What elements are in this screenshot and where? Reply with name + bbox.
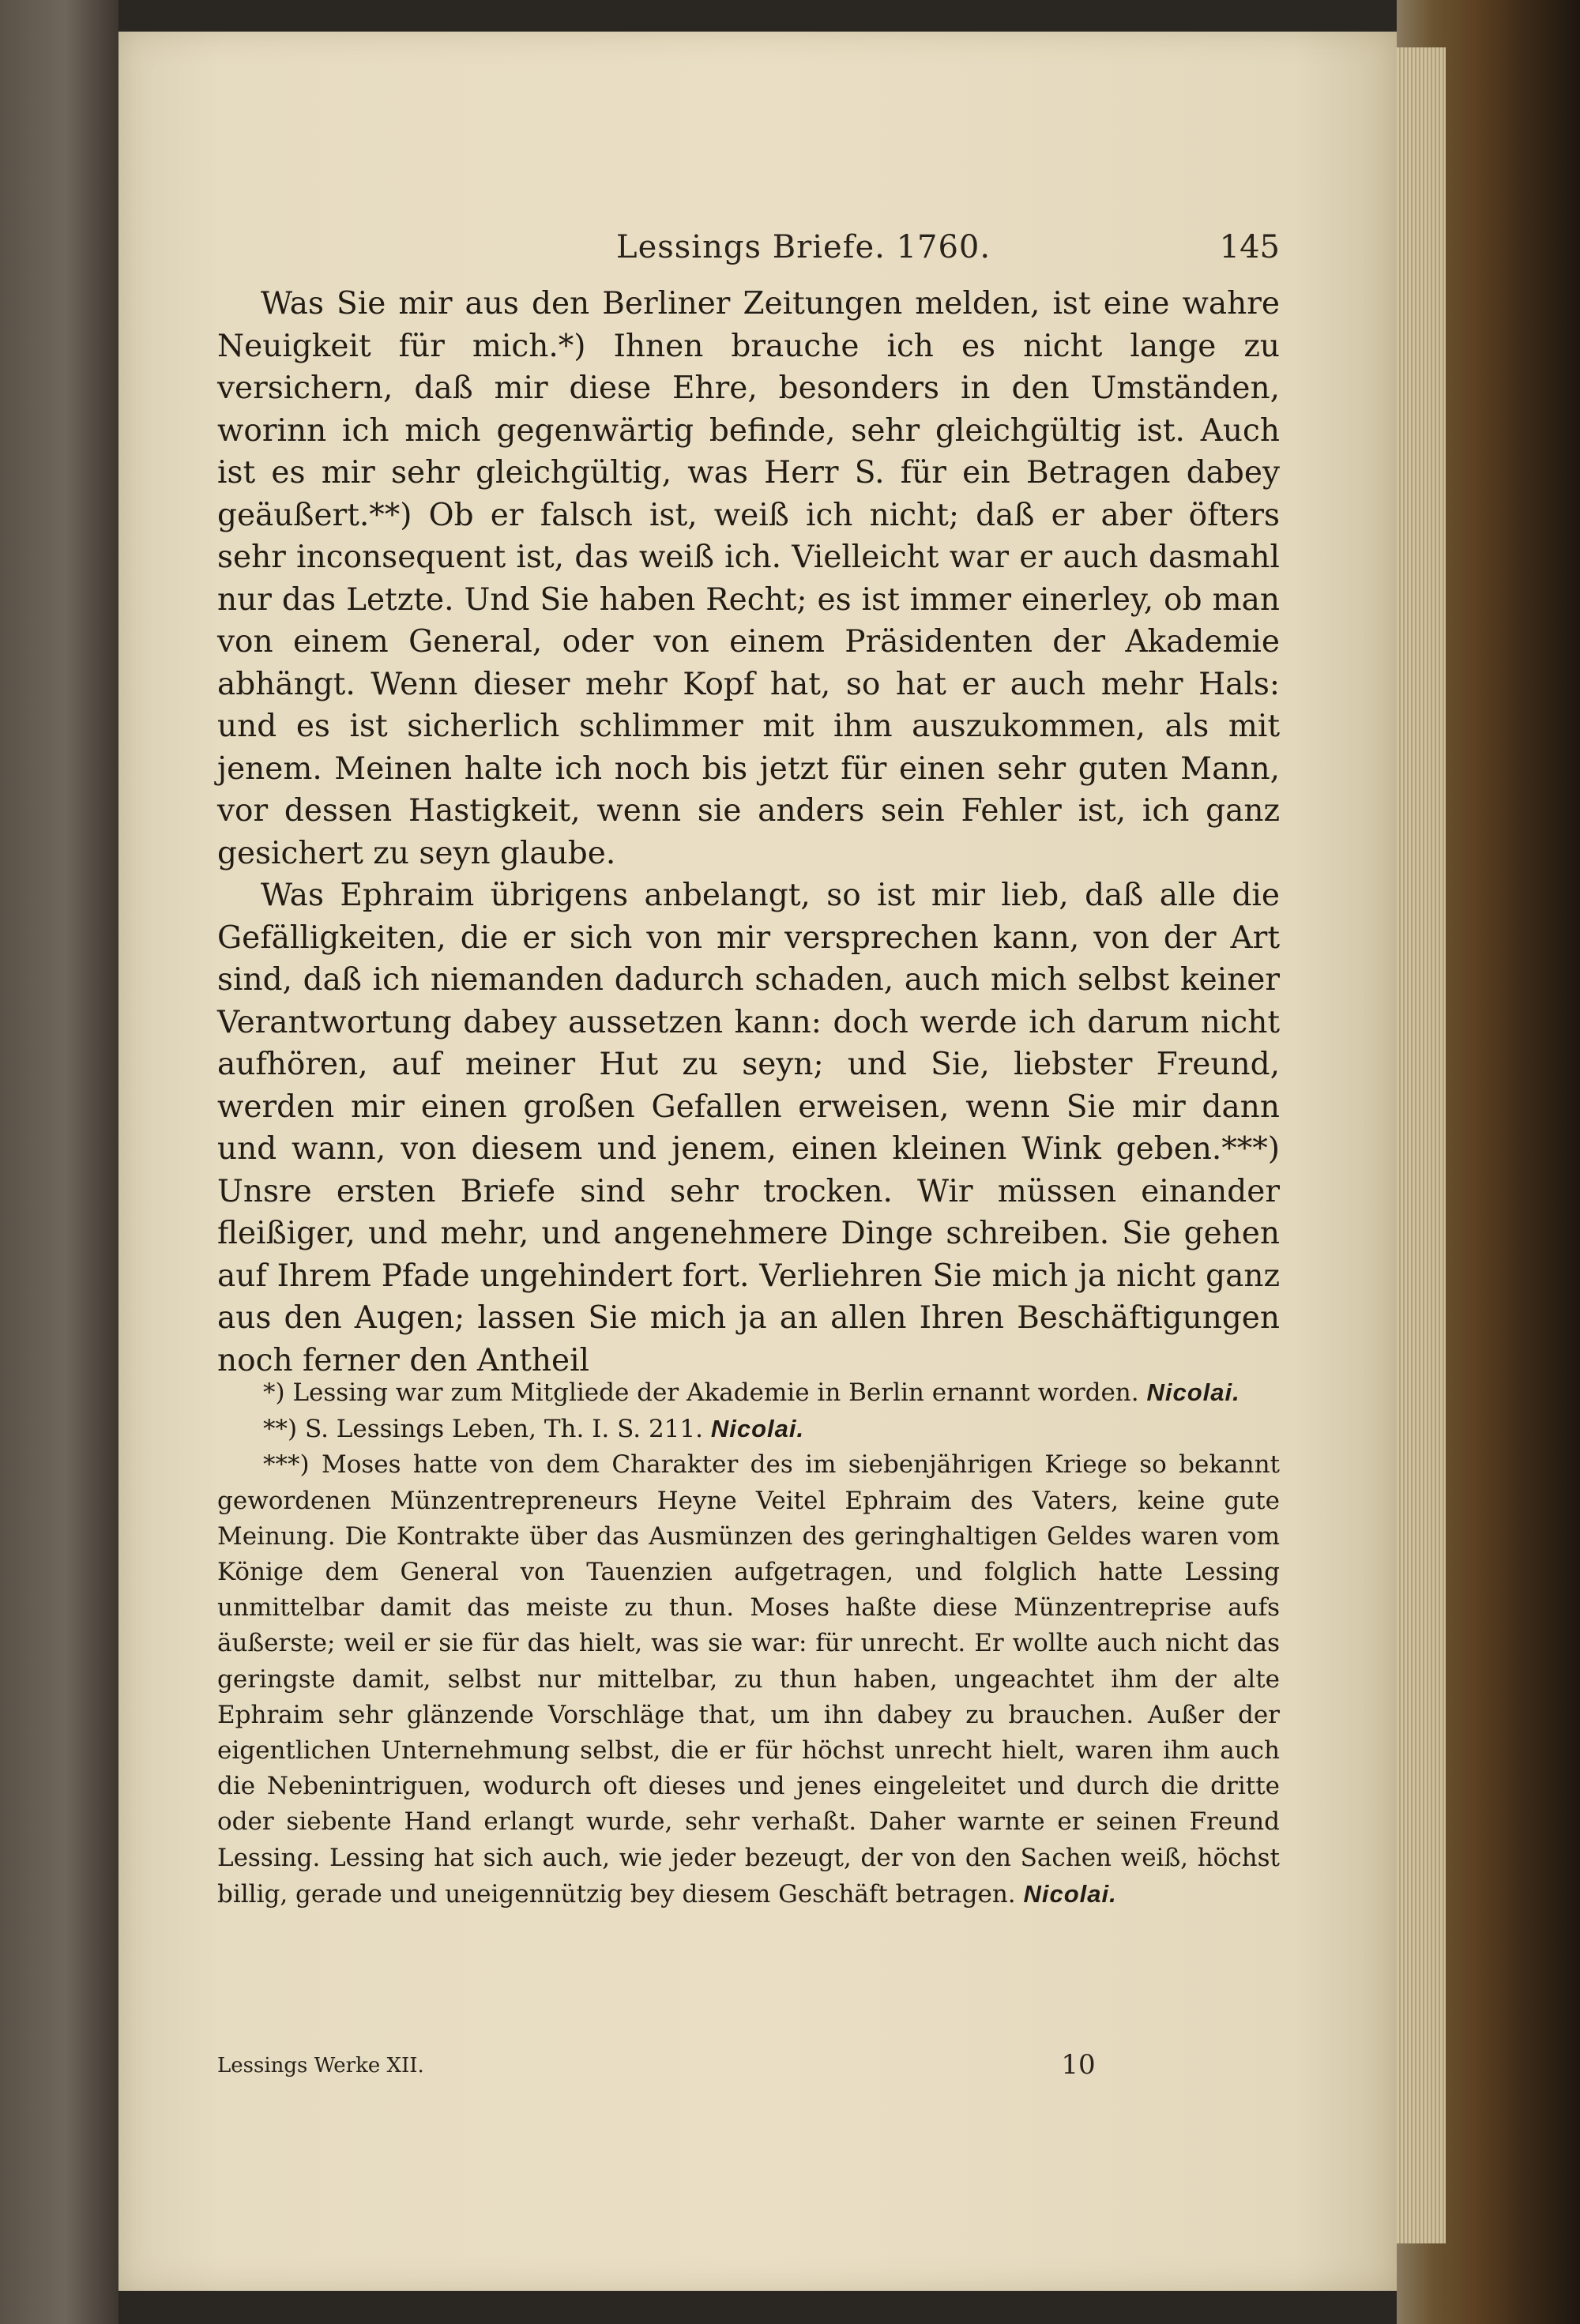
footnote-signature: Nicolai.: [710, 1415, 805, 1443]
running-header: [221, 229, 1280, 276]
footnote-signature: Nicolai.: [1023, 1879, 1117, 1908]
signature-mark: Lessings Werke XII.: [217, 2054, 424, 2078]
paragraph: Was Ephraim übrigens anbelangt, so ist mir lieb, daß alle die Gefälligkeiten, die er sich von mir versprechen kann, von der Art sind, daß ich niemanden dadurch schaden, auch mich selbst keiner Verantwortung dabey aussetzen kann: doch werde ich darum nicht aufhören, auf meiner Hut zu seyn; und Sie, liebster Freund, werden mir einen großen Gefallen erweisen, wenn Sie mir dann und wann, von diesem und jenem, einen kleinen Wink geben.***) Unsre ersten Briefe sind sehr trocken. Wir müssen einander fleißiger, und mehr, und angenehmere Dinge schreiben. Sie gehen auf Ihrem Pfade ungehindert fort. Verliehren Sie mich ja nicht ganz aus den Augen; lassen Sie mich ja an allen Ihren Beschäftigungen noch ferner den Antheil: [217, 878, 1280, 1378]
paragraph: Was Sie mir aus den Berliner Zeitungen melden, ist eine wahre Neuigkeit für mich.*) Ihnen brauche ich es nicht lange zu versichern, daß mir diese Ehre, besonders in den Umständen, worinn ich mich gegenwärtig befinde, sehr gleichgültig ist. Auch ist es mir sehr gleichgültig, was Herr S. für ein Betragen dabey geäußert.**) Ob er falsch ist, weiß ich nicht; daß er aber öfters sehr inconsequent ist, das weiß ich. Vielleicht war er auch dasmahl nur das Letzte. Und Sie haben Recht; es ist immer einerley, ob man von einem General, oder von einem Präsidenten der Akademie abhängt. Wenn dieser mehr Kopf hat, so hat er auch mehr Hals: und es ist sicherlich schlimmer mit ihm auszukommen, als mit jenem. Meinen halte ich noch bis jetzt für einen sehr guten Mann, vor dessen Hastigkeit, wenn sie anders sein Fehler ist, ich ganz gesichert zu seyn glaube.: [217, 286, 1280, 871]
sheet-number: 10: [1061, 2049, 1096, 2081]
footnote: [217, 1411, 1280, 1447]
page-number: 145: [1219, 229, 1280, 265]
page-stack-edge: [1397, 47, 1446, 2243]
footnote: [217, 1374, 1280, 1411]
footnote-text: ***) Moses hatte von dem Charakter des im siebenjährigen Kriege so bekannt gewordenen Münzentrepreneurs Heyne Veitel Ephraim des Vaters, keine gute Meinung. Die Kontrakte über das Ausmünzen des geringhaltigen Geldes waren vom Könige dem General von Tauenzien aufgetragen, und folglich hatte Lessing unmittelbar damit das meiste zu thun. Moses haßte diese Münzentreprise aufs äußerste; weil er sie für das hielt, was sie war: für unrecht. Er wollte auch nicht das geringste damit, selbst nur mittelbar, zu thun haben, ungeachtet ihm der alte Ephraim sehr glänzende Vorschläge that, um ihn dabey zu brauchen. Außer der eigentlichen Unternehmung selbst, die er für höchst unrecht hielt, waren ihm auch die Nebenintriguen, wodurch oft dieses und jenes eingeleitet und durch die dritte oder siebente Hand erlangt wurde, sehr verhaßt. Daher warnte er seinen Freund Lessing. Lessing hat sich auch, wie jeder bezeugt, der von den Sachen weiß, höchst billig, gerade und uneigennützig bey diesem Geschäft betragen.: [217, 1450, 1280, 1908]
running-title: Lessings Briefe. 1760.: [616, 229, 991, 265]
footnotes: [217, 1374, 1280, 1912]
footnote-signature: Nicolai.: [1146, 1378, 1240, 1406]
footnote-text: **) S. Lessings Leben, Th. I. S. 211.: [263, 1415, 703, 1444]
footnote: [217, 1447, 1280, 1912]
scan-background-left: [0, 0, 118, 2324]
book-page: [118, 32, 1397, 2291]
page-footer: [217, 2049, 1280, 2085]
footnote-text: *) Lessing war zum Mitgliede der Akademie in Berlin ernannt worden.: [263, 1378, 1139, 1407]
main-text: [217, 283, 1280, 1382]
